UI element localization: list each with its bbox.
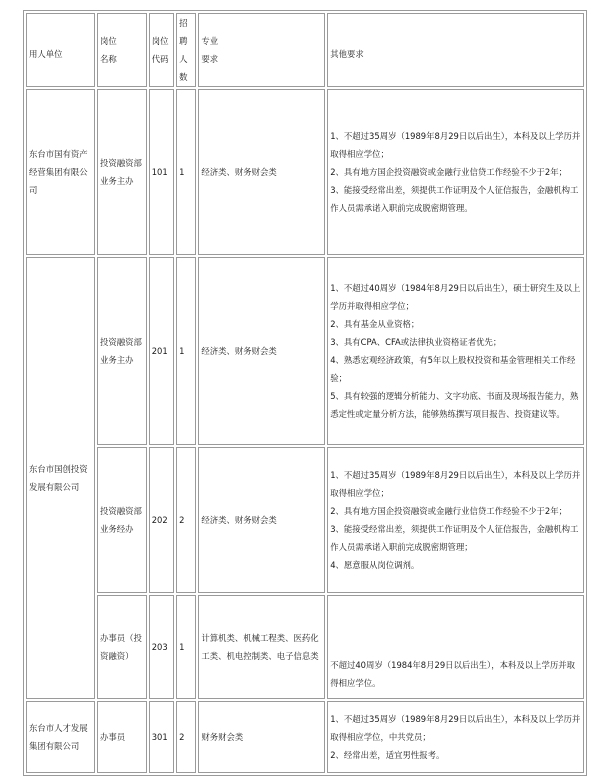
recruitment-table-wrapper	[23, 10, 587, 760]
cell-code: 301	[149, 701, 174, 773]
requirement-line: 2、具有基金从业资格；	[330, 319, 420, 329]
cell-count: 1	[176, 89, 196, 255]
cell-requirements	[327, 89, 584, 255]
cell-count: 2	[176, 701, 196, 773]
cell-code: 201	[149, 257, 174, 445]
requirement-line: 2、具有地方国企投资融资或金融行业信贷工作经验不少于2年；	[330, 167, 567, 177]
requirement-line: 5、具有较强的逻辑分析能力、文字功底、书面及现场报告能力，熟悉定性或定量分析方法，能够熟练撰写项目报告、投资建议等。	[330, 391, 579, 419]
table-row	[26, 89, 584, 255]
table-row	[26, 595, 584, 699]
cell-position: 投资融资部业务主办	[97, 89, 147, 255]
cell-requirements	[327, 447, 584, 593]
header-unit: 用人单位	[26, 13, 95, 87]
cell-position: 投资融资部业务主办	[97, 257, 147, 445]
cell-major: 财务财会类	[198, 701, 325, 773]
requirement-line: 不超过40周岁（1984年8月29日以后出生），本科及以上学历并取得相应学位。	[330, 660, 575, 688]
requirement-line: 3、具有CPA、CFA或法律执业资格证者优先；	[330, 337, 502, 347]
requirement-line: 1、不超过35周岁（1989年8月29日以后出生），本科及以上学历并取得相应学位；	[330, 131, 581, 159]
header-major: 专业 要求	[198, 13, 325, 87]
cell-requirements	[327, 701, 584, 773]
header-position: 岗位 名称	[97, 13, 147, 87]
requirement-line: 1、不超过40周岁（1984年8月29日以后出生），硕士研究生及以上学历并取得相应学位；	[330, 283, 581, 311]
requirement-line: 2、经常出差，适宜男性报考。	[330, 750, 445, 760]
cell-major: 经济类、财务财会类	[198, 89, 325, 255]
cell-count: 2	[176, 447, 196, 593]
cell-requirements	[327, 595, 584, 699]
recruitment-table	[23, 10, 587, 776]
cell-code: 202	[149, 447, 174, 593]
cell-code: 101	[149, 89, 174, 255]
cell-unit: 东台市人才发展集团有限公司	[26, 701, 95, 773]
cell-position: 办事员	[97, 701, 147, 773]
requirement-line: 4、愿意服从岗位调剂。	[330, 560, 420, 570]
header-row	[26, 13, 584, 87]
table-row	[26, 701, 584, 773]
header-count: 招聘 人数	[176, 13, 196, 87]
header-code: 岗位 代码	[149, 13, 174, 87]
cell-position: 办事员（投资融资）	[97, 595, 147, 699]
table-row	[26, 447, 584, 593]
requirement-line: 1、不超过35周岁（1989年8月29日以后出生），本科及以上学历并取得相应学位，中共党员；	[330, 714, 581, 742]
requirement-line: 3、能接受经常出差，须提供工作证明及个人征信报告，金融机构工作人员需承诺入职前完成脱密期管理；	[330, 524, 579, 552]
cell-major: 经济类、财务财会类	[198, 447, 325, 593]
requirement-line: 2、具有地方国企投资融资或金融行业信贷工作经验不少于2年；	[330, 506, 567, 516]
cell-unit: 东台市国有资产经营集团有限公司	[26, 89, 95, 255]
cell-code: 203	[149, 595, 174, 699]
table-row	[26, 257, 584, 445]
cell-requirements	[327, 257, 584, 445]
cell-position: 投资融资部业务经办	[97, 447, 147, 593]
cell-major: 计算机类、机械工程类、医药化工类、机电控制类、电子信息类	[198, 595, 325, 699]
cell-unit: 东台市国创投资发展有限公司	[26, 257, 95, 699]
requirement-line: 1、不超过35周岁（1989年8月29日以后出生），本科及以上学历并取得相应学位；	[330, 470, 581, 498]
cell-major: 经济类、财务财会类	[198, 257, 325, 445]
requirement-line: 4、熟悉宏观经济政策，有5年以上股权投资和基金管理相关工作经验；	[330, 355, 576, 383]
cell-count: 1	[176, 595, 196, 699]
header-other: 其他要求	[327, 13, 584, 87]
cell-count: 1	[176, 257, 196, 445]
requirement-line: 3、能接受经常出差，须提供工作证明及个人征信报告，金融机构工作人员需承诺入职前完成脱密期管理。	[330, 185, 579, 213]
